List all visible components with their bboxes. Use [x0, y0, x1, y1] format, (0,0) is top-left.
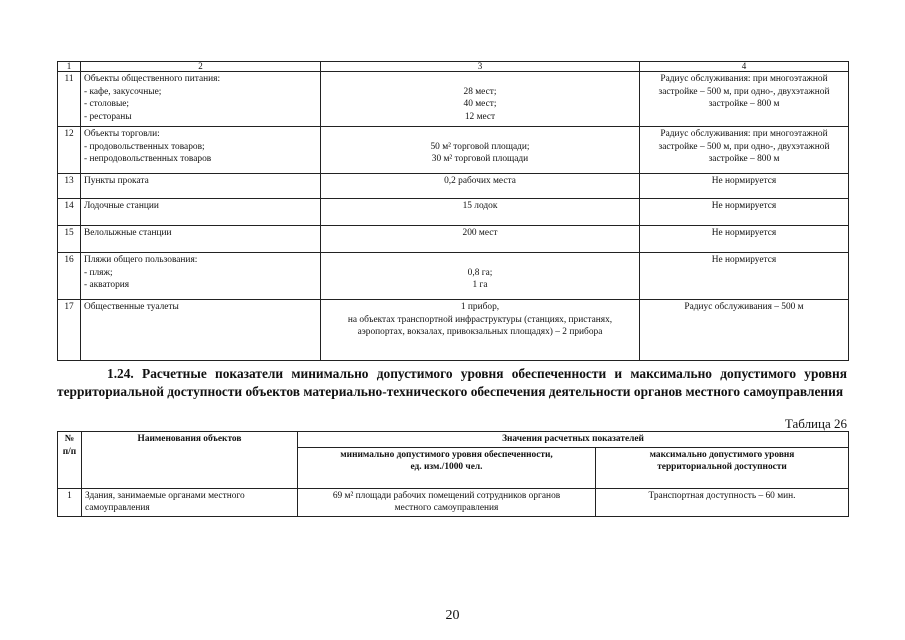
cell-line: 0,2 рабочих места	[444, 176, 516, 186]
table-caption: Таблица 26	[784, 416, 847, 431]
cell-line: Объекты общественного питания:	[84, 74, 221, 84]
cell-name	[81, 199, 321, 226]
table-row	[58, 174, 849, 199]
cell-line: Здания, занимаемые органами местного	[85, 490, 245, 501]
cell-value	[321, 300, 640, 361]
column-number-cell: 2	[81, 62, 321, 72]
table-header-row	[58, 432, 849, 448]
cell-line: - кафе, закусочные;	[84, 86, 162, 97]
cell-line: - продовольственных товаров;	[84, 141, 205, 152]
cell-line: на объектах транспортной инфраструктуры (станциях, пристанях,	[347, 314, 613, 325]
cell-access	[640, 127, 849, 174]
column-number-cell: 4	[640, 62, 849, 72]
cell-line: Велолыжные станции	[84, 228, 172, 238]
cell-access	[640, 72, 849, 127]
cell-line: Не нормируется	[711, 228, 777, 238]
cell-line	[324, 254, 636, 267]
cell-num: 11	[58, 72, 81, 127]
cell-value	[321, 199, 640, 226]
col-max-header-line: максимально допустимого уровня	[649, 449, 795, 460]
cell-line: Радиус обслуживания – 500 м	[684, 302, 804, 312]
cell-num: 14	[58, 199, 81, 226]
cell-max	[596, 488, 849, 516]
cell-min	[298, 488, 596, 516]
cell-line: Лодочные станции	[84, 201, 159, 211]
cell-line: Транспортная доступность – 60 мин.	[648, 490, 796, 501]
cell-access	[640, 300, 849, 361]
cell-line: 0,8 га;	[467, 267, 493, 278]
col-num-header	[58, 432, 82, 489]
cell-value	[321, 174, 640, 199]
cell-line: 40 мест;	[463, 99, 497, 110]
table-row	[58, 253, 849, 300]
column-number-cell: 1	[58, 62, 81, 72]
table-25	[57, 61, 849, 361]
cell-line: самоуправления	[85, 503, 150, 514]
cell-value	[321, 226, 640, 253]
cell-line: Не нормируется	[711, 201, 777, 211]
cell-line: Не нормируется	[711, 176, 777, 186]
cell-value	[321, 127, 640, 174]
cell-name	[81, 127, 321, 174]
col-min-header-line: минимально допустимого уровня обеспеченности,	[340, 449, 553, 460]
cell-line: местного самоуправления	[394, 503, 499, 514]
cell-num: 16	[58, 253, 81, 300]
cell-value	[321, 72, 640, 127]
cell-line: аэропортах, вокзалах, привокзальных площадях) – 2 прибора	[357, 327, 603, 338]
section-heading: 1.24. Расчетные показатели минимально допустимого уровня обеспеченности и максимально допустимого уровня территориальной доступности объектов материально-технического обеспечения деятельности органов местного самоуправления	[57, 366, 847, 399]
page-number: 20	[445, 608, 460, 623]
col-num-header-line: №	[64, 434, 75, 444]
cell-name	[81, 226, 321, 253]
table-row	[58, 72, 849, 127]
cell-line: Объекты торговли:	[84, 129, 160, 139]
col-max-header	[596, 447, 849, 488]
cell-line	[324, 73, 636, 86]
col-num-header-line: п/п	[62, 446, 77, 457]
cell-line: - пляж;	[84, 267, 113, 278]
cell-value	[321, 253, 640, 300]
cell-line: - акватория	[84, 280, 130, 291]
cell-line: - рестораны	[84, 111, 132, 122]
cell-line: 28 мест;	[463, 86, 497, 97]
col-min-header-line: ед. изм./1000 чел.	[410, 462, 483, 473]
cell-num: 13	[58, 174, 81, 199]
table-26	[57, 431, 849, 517]
cell-line: 12 мест	[464, 111, 496, 122]
table-row	[58, 226, 849, 253]
cell-access	[640, 199, 849, 226]
cell-line: Радиус обслуживания: при многоэтажной	[660, 129, 828, 139]
cell-access	[640, 226, 849, 253]
table-row	[58, 300, 849, 361]
cell-line: 69 м² площади рабочих помещений сотрудников органов	[332, 490, 561, 501]
cell-line: Пляжи общего пользования:	[84, 255, 198, 265]
cell-name	[81, 72, 321, 127]
cell-line: Радиус обслуживания: при многоэтажной	[660, 74, 828, 84]
cell-line: Общественные туалеты	[84, 302, 179, 312]
cell-name	[82, 488, 298, 516]
cell-access	[640, 253, 849, 300]
cell-line: 15 лодок	[462, 201, 498, 211]
cell-line: застройке – 500 м, при одно-, двухэтажной	[658, 86, 830, 97]
cell-line: застройке – 800 м	[708, 99, 780, 110]
cell-line: - непродовольственных товаров	[84, 154, 212, 165]
table-row	[58, 127, 849, 174]
col-name-header: Наименования объектов	[82, 432, 298, 489]
cell-line: - столовые;	[84, 99, 130, 110]
cell-line: Не нормируется	[711, 255, 777, 265]
cell-line: застройке – 500 м, при одно-, двухэтажной	[658, 141, 830, 152]
cell-name	[81, 174, 321, 199]
cell-line: 200 мест	[462, 228, 498, 238]
cell-line: 50 м² торговой площади;	[430, 141, 530, 152]
col-min-header	[298, 447, 596, 488]
cell-line: Пункты проката	[84, 176, 149, 186]
column-number-cell: 3	[321, 62, 640, 72]
cell-num: 12	[58, 127, 81, 174]
cell-line	[324, 128, 636, 141]
cell-line: 30 м² торговой площади	[431, 154, 529, 165]
col-max-header-line: территориальной доступности	[657, 462, 787, 473]
table-header-row	[58, 62, 849, 72]
cell-num: 15	[58, 226, 81, 253]
cell-num: 17	[58, 300, 81, 361]
table-25-body	[58, 62, 849, 361]
table-26-body	[58, 432, 849, 517]
col-values-header: Значения расчетных показателей	[298, 432, 849, 448]
table-row	[58, 199, 849, 226]
cell-num: 1	[58, 488, 82, 516]
cell-line: застройке – 800 м	[708, 154, 780, 165]
cell-line: 1 га	[472, 280, 488, 291]
cell-name	[81, 253, 321, 300]
cell-access	[640, 174, 849, 199]
cell-line: 1 прибор,	[460, 302, 500, 312]
table-row	[58, 488, 849, 516]
cell-name	[81, 300, 321, 361]
